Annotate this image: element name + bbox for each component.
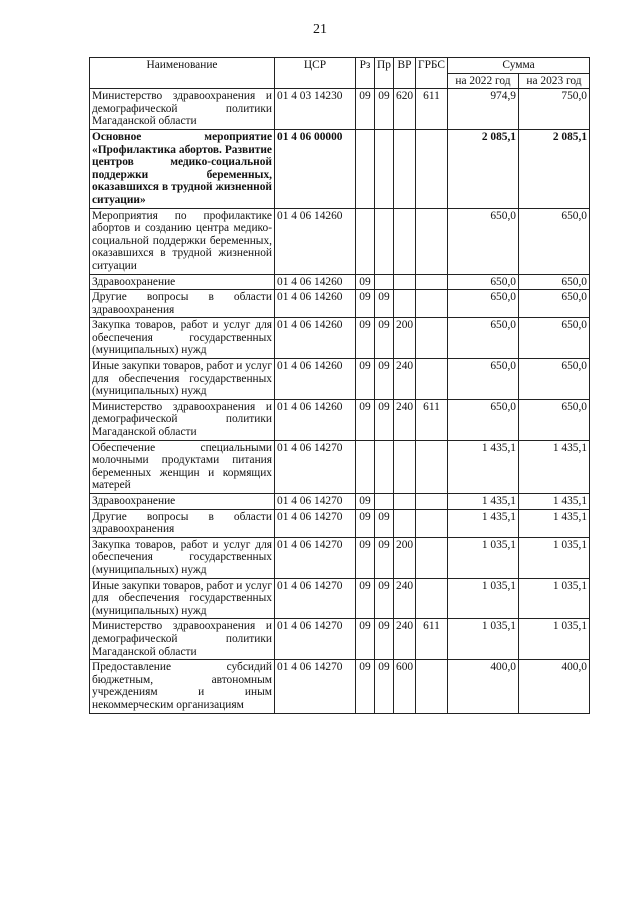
table-row — [90, 89, 590, 130]
cell-csr: 01 4 06 14270 — [275, 660, 356, 713]
cell-vr: 240 — [394, 359, 416, 400]
header-pr: Пр — [375, 58, 394, 89]
cell-csr: 01 4 06 14260 — [275, 359, 356, 400]
cell-grbs — [416, 578, 448, 619]
cell-grbs — [416, 359, 448, 400]
cell-sum-2022: 400,0 — [448, 660, 519, 713]
cell-name: Другие вопросы в области здравоохранения — [90, 290, 275, 318]
cell-name: Закупка товаров, работ и услуг для обеспечения государственных (муниципальных) нужд — [90, 537, 275, 578]
cell-pr: 09 — [375, 318, 394, 359]
cell-sum-2023: 650,0 — [519, 208, 590, 274]
cell-grbs — [416, 537, 448, 578]
cell-sum-2022: 650,0 — [448, 399, 519, 440]
cell-vr: 240 — [394, 619, 416, 660]
cell-rz — [356, 208, 375, 274]
cell-pr — [375, 440, 394, 493]
cell-name: Закупка товаров, работ и услуг для обеспечения государственных (муниципальных) нужд — [90, 318, 275, 359]
cell-grbs — [416, 290, 448, 318]
cell-name: Основное мероприятие «Профилактика абортов. Развитие центров медико-социальной поддержки беременных, оказавшихся в трудной жизненной ситуации» — [90, 129, 275, 208]
cell-grbs — [416, 494, 448, 510]
table-row — [90, 537, 590, 578]
cell-sum-2023: 1 435,1 — [519, 440, 590, 493]
cell-rz: 09 — [356, 537, 375, 578]
cell-name: Министерство здравоохранения и демографической политики Магаданской области — [90, 89, 275, 130]
cell-sum-2023: 2 085,1 — [519, 129, 590, 208]
cell-rz: 09 — [356, 494, 375, 510]
cell-csr: 01 4 06 14270 — [275, 619, 356, 660]
cell-grbs: 611 — [416, 399, 448, 440]
cell-sum-2023: 650,0 — [519, 359, 590, 400]
header-sum: Сумма — [448, 58, 590, 74]
cell-sum-2022: 650,0 — [448, 208, 519, 274]
cell-pr: 09 — [375, 290, 394, 318]
cell-grbs — [416, 509, 448, 537]
cell-sum-2023: 650,0 — [519, 290, 590, 318]
cell-csr: 01 4 06 14260 — [275, 399, 356, 440]
cell-name: Здравоохранение — [90, 274, 275, 290]
cell-sum-2023: 1 035,1 — [519, 619, 590, 660]
cell-name: Иные закупки товаров, работ и услуг для обеспечения государственных (муниципальных) нужд — [90, 578, 275, 619]
cell-pr: 09 — [375, 578, 394, 619]
table-row — [90, 619, 590, 660]
cell-name: Обеспечение специальными молочными продуктами питания беременных женщин и кормящих матерей — [90, 440, 275, 493]
cell-grbs: 611 — [416, 89, 448, 130]
cell-sum-2023: 650,0 — [519, 274, 590, 290]
cell-rz: 09 — [356, 274, 375, 290]
cell-name: Другие вопросы в области здравоохранения — [90, 509, 275, 537]
cell-sum-2022: 1 035,1 — [448, 619, 519, 660]
header-name: Наименование — [90, 58, 275, 89]
table-row — [90, 578, 590, 619]
cell-pr — [375, 129, 394, 208]
header-rz: Рз — [356, 58, 375, 89]
cell-sum-2022: 1 435,1 — [448, 494, 519, 510]
cell-grbs — [416, 660, 448, 713]
cell-csr: 01 4 03 14230 — [275, 89, 356, 130]
cell-sum-2022: 974,9 — [448, 89, 519, 130]
header-grbs: ГРБС — [416, 58, 448, 89]
cell-csr: 01 4 06 14260 — [275, 274, 356, 290]
cell-sum-2022: 1 435,1 — [448, 440, 519, 493]
cell-grbs — [416, 318, 448, 359]
cell-vr: 200 — [394, 537, 416, 578]
table-row — [90, 359, 590, 400]
cell-vr: 240 — [394, 578, 416, 619]
cell-rz: 09 — [356, 290, 375, 318]
cell-pr: 09 — [375, 509, 394, 537]
cell-csr: 01 4 06 14270 — [275, 537, 356, 578]
cell-csr: 01 4 06 14270 — [275, 440, 356, 493]
header-year-2023: на 2023 год — [519, 73, 590, 89]
cell-vr: 600 — [394, 660, 416, 713]
cell-rz: 09 — [356, 619, 375, 660]
header-year-2022: на 2022 год — [448, 73, 519, 89]
cell-pr: 09 — [375, 537, 394, 578]
cell-csr: 01 4 06 14260 — [275, 208, 356, 274]
cell-vr: 240 — [394, 399, 416, 440]
cell-grbs — [416, 274, 448, 290]
cell-rz: 09 — [356, 578, 375, 619]
cell-sum-2023: 1 435,1 — [519, 509, 590, 537]
cell-rz: 09 — [356, 89, 375, 130]
cell-rz: 09 — [356, 318, 375, 359]
cell-rz — [356, 129, 375, 208]
table-row — [90, 509, 590, 537]
cell-pr — [375, 494, 394, 510]
cell-vr: 620 — [394, 89, 416, 130]
cell-csr: 01 4 06 14260 — [275, 318, 356, 359]
table-row — [90, 290, 590, 318]
cell-grbs — [416, 440, 448, 493]
cell-sum-2022: 1 435,1 — [448, 509, 519, 537]
table-row — [90, 208, 590, 274]
cell-vr — [394, 274, 416, 290]
header-vr: ВР — [394, 58, 416, 89]
cell-name: Министерство здравоохранения и демографической политики Магаданской области — [90, 619, 275, 660]
cell-name: Здравоохранение — [90, 494, 275, 510]
cell-pr: 09 — [375, 399, 394, 440]
cell-pr: 09 — [375, 89, 394, 130]
cell-csr: 01 4 06 14270 — [275, 509, 356, 537]
cell-rz: 09 — [356, 660, 375, 713]
cell-rz: 09 — [356, 509, 375, 537]
cell-sum-2023: 1 435,1 — [519, 494, 590, 510]
cell-name: Мероприятия по профилактике абортов и созданию центра медико-социальной поддержки беременных, оказавшихся в трудной жизненной ситуации — [90, 208, 275, 274]
cell-sum-2022: 650,0 — [448, 318, 519, 359]
table-row — [90, 129, 590, 208]
cell-sum-2023: 650,0 — [519, 318, 590, 359]
cell-grbs — [416, 208, 448, 274]
cell-rz — [356, 440, 375, 493]
cell-name: Предоставление субсидий бюджетным, автономным учреждениям и иным некоммерческим организациям — [90, 660, 275, 713]
budget-table — [89, 57, 590, 714]
cell-name: Министерство здравоохранения и демографической политики Магаданской области — [90, 399, 275, 440]
cell-csr: 01 4 06 14260 — [275, 290, 356, 318]
cell-pr — [375, 208, 394, 274]
cell-sum-2022: 650,0 — [448, 274, 519, 290]
table-row — [90, 494, 590, 510]
cell-grbs — [416, 129, 448, 208]
cell-rz: 09 — [356, 359, 375, 400]
cell-sum-2022: 2 085,1 — [448, 129, 519, 208]
cell-vr — [394, 440, 416, 493]
cell-rz: 09 — [356, 399, 375, 440]
cell-pr — [375, 274, 394, 290]
table-row — [90, 274, 590, 290]
cell-sum-2022: 650,0 — [448, 290, 519, 318]
cell-csr: 01 4 06 00000 — [275, 129, 356, 208]
cell-sum-2022: 1 035,1 — [448, 578, 519, 619]
header-csr: ЦСР — [275, 58, 356, 89]
cell-pr: 09 — [375, 660, 394, 713]
cell-grbs: 611 — [416, 619, 448, 660]
cell-vr — [394, 290, 416, 318]
cell-pr: 09 — [375, 619, 394, 660]
page-number: 21 — [313, 22, 327, 37]
cell-sum-2023: 650,0 — [519, 399, 590, 440]
cell-pr: 09 — [375, 359, 394, 400]
cell-sum-2023: 1 035,1 — [519, 537, 590, 578]
cell-sum-2023: 400,0 — [519, 660, 590, 713]
table-row — [90, 318, 590, 359]
table-row — [90, 440, 590, 493]
table-row — [90, 399, 590, 440]
cell-vr — [394, 208, 416, 274]
header-row-1 — [90, 58, 590, 74]
cell-sum-2022: 1 035,1 — [448, 537, 519, 578]
cell-name: Иные закупки товаров, работ и услуг для обеспечения государственных (муниципальных) нужд — [90, 359, 275, 400]
cell-sum-2022: 650,0 — [448, 359, 519, 400]
cell-sum-2023: 1 035,1 — [519, 578, 590, 619]
cell-vr — [394, 129, 416, 208]
cell-vr — [394, 509, 416, 537]
cell-sum-2023: 750,0 — [519, 89, 590, 130]
cell-vr — [394, 494, 416, 510]
cell-csr: 01 4 06 14270 — [275, 494, 356, 510]
table-row — [90, 660, 590, 713]
cell-vr: 200 — [394, 318, 416, 359]
cell-csr: 01 4 06 14270 — [275, 578, 356, 619]
